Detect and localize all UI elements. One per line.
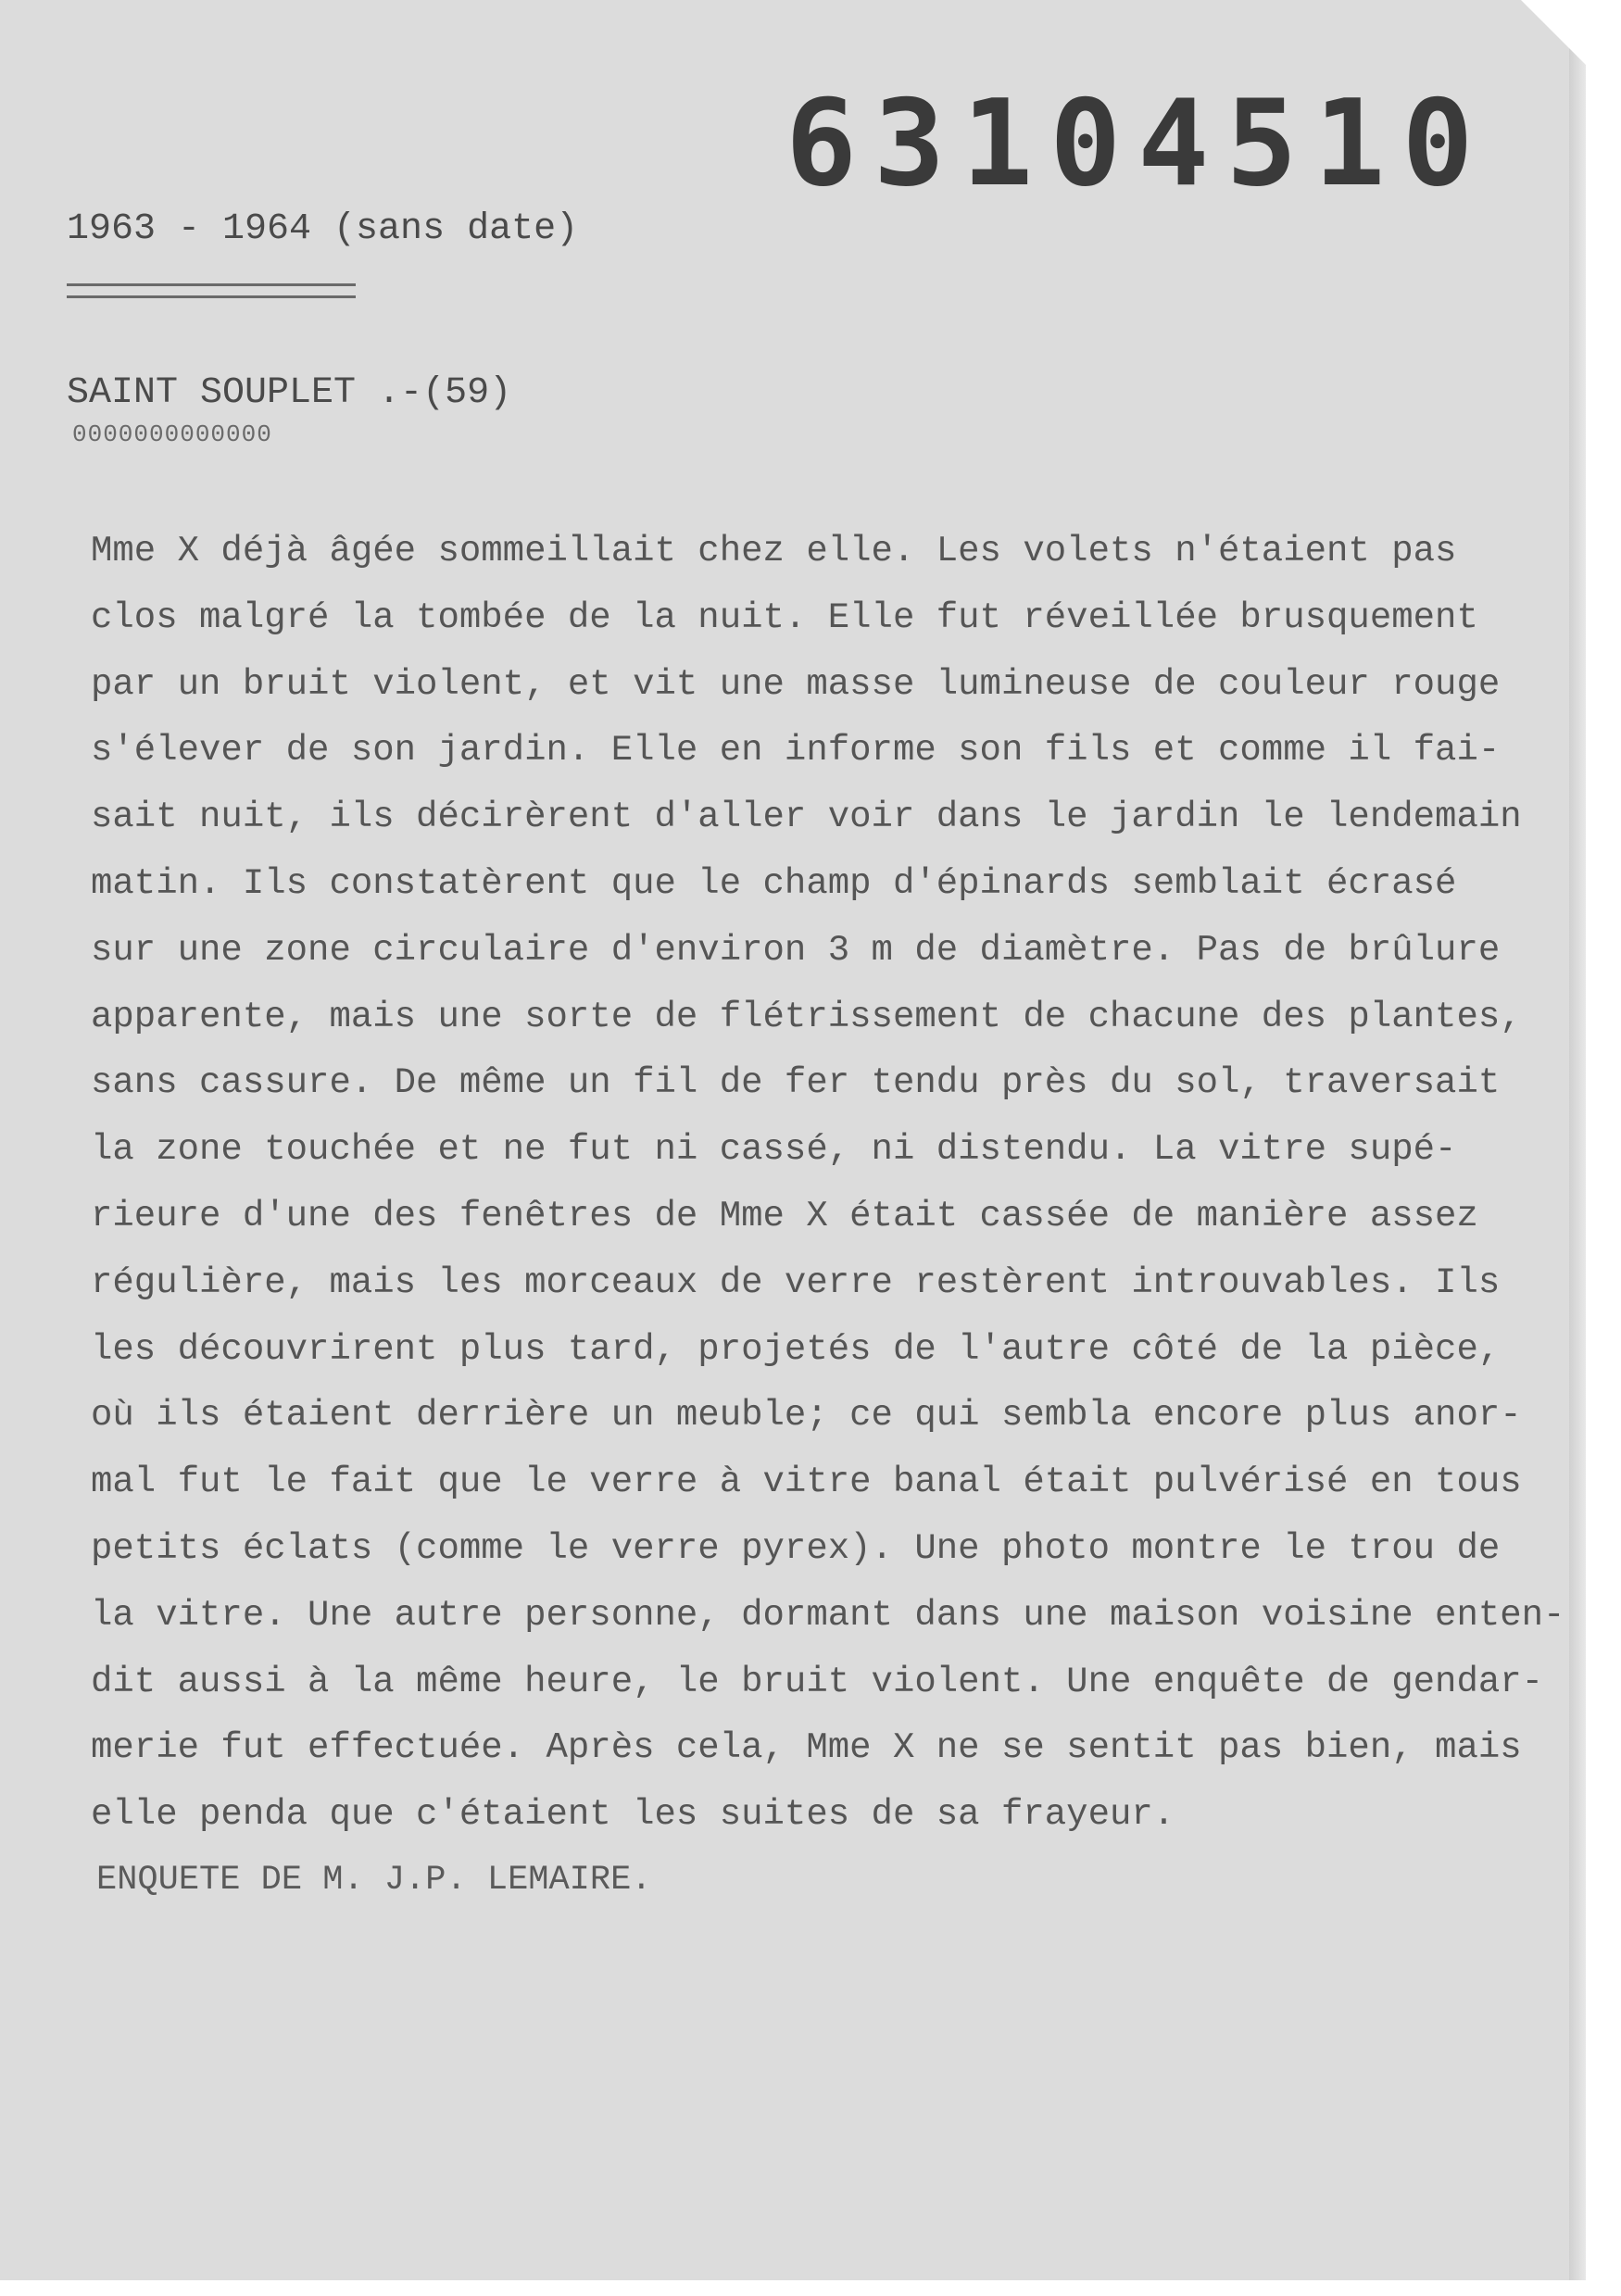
body-line: clos malgré la tombée de la nuit. Elle fut réveillée brusquement bbox=[91, 596, 1478, 638]
body-line: mal fut le fait que le verre à vitre banal était pulvérisé en tous bbox=[91, 1462, 1522, 1503]
body-line: sans cassure. De même un fil de fer tendu près du sol, traversait bbox=[91, 1062, 1501, 1104]
body-line: les découvrirent plus tard, projetés de l'autre côté de la pièce, bbox=[91, 1328, 1501, 1370]
body-line: s'élever de son jardin. Elle en informe son fils et comme il fai- bbox=[91, 730, 1501, 772]
reference-number: 63104510 bbox=[785, 75, 1490, 213]
report-body bbox=[91, 519, 1573, 1849]
body-line: petits éclats (comme le verre pyrex). Une photo montre le trou de bbox=[91, 1527, 1501, 1569]
folded-corner bbox=[1521, 0, 1586, 65]
body-line: sur une zone circulaire d'environ 3 m de diamètre. Pas de brûlure bbox=[91, 929, 1501, 971]
place-underline: 0000000000000 bbox=[72, 420, 272, 448]
date-underline bbox=[67, 283, 356, 298]
body-line: rieure d'une des fenêtres de Mme X était cassée de manière assez bbox=[91, 1195, 1478, 1236]
body-line: apparente, mais une sorte de flétrissement de chacune des plantes, bbox=[91, 996, 1522, 1037]
body-line: matin. Ils constatèrent que le champ d'épinards semblait écrasé bbox=[91, 862, 1457, 904]
body-line: la zone touchée et ne fut ni cassé, ni distendu. La vitre supé- bbox=[91, 1129, 1457, 1171]
body-line: dit aussi à la même heure, le bruit violent. Une enquête de gendar- bbox=[91, 1661, 1544, 1702]
body-line: la vitre. Une autre personne, dormant dans une maison voisine enten- bbox=[91, 1594, 1565, 1636]
investigator-signature: ENQUETE DE M. J.P. LEMAIRE. bbox=[96, 1861, 652, 1900]
body-line: merie fut effectuée. Après cela, Mme X ne se sentit pas bien, mais bbox=[91, 1727, 1522, 1769]
body-line: par un bruit violent, et vit une masse lumineuse de couleur rouge bbox=[91, 663, 1501, 705]
body-line: sait nuit, ils décirèrent d'aller voir dans le jardin le lendemain bbox=[91, 797, 1522, 838]
date-line: 1963 - 1964 (sans date) bbox=[67, 208, 579, 250]
body-line: régulière, mais les morceaux de verre restèrent introuvables. Ils bbox=[91, 1261, 1501, 1303]
place-heading: SAINT SOUPLET .-(59) bbox=[67, 372, 512, 414]
body-line: elle penda que c'étaient les suites de sa frayeur. bbox=[91, 1794, 1175, 1836]
body-line: où ils étaient derrière un meuble; ce qui sembla encore plus anor- bbox=[91, 1395, 1522, 1437]
body-line: Mme X déjà âgée sommeillait chez elle. Les volets n'étaient pas bbox=[91, 531, 1457, 571]
